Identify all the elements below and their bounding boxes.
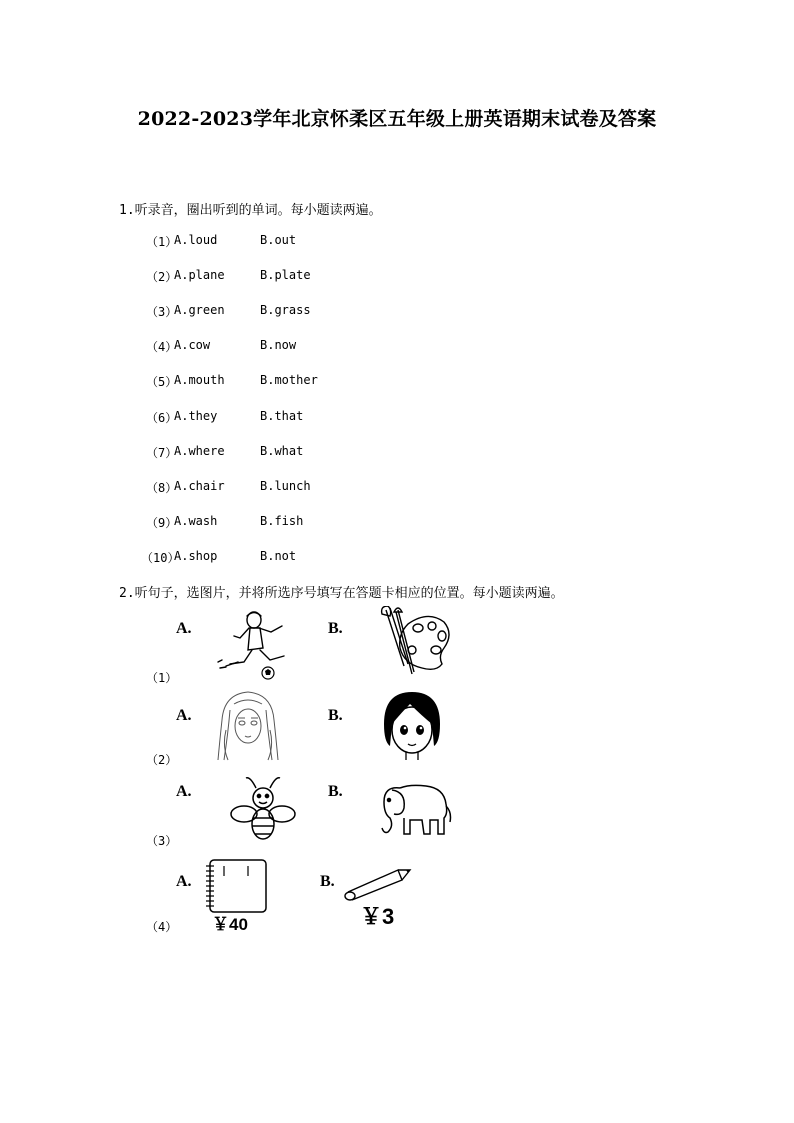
short-haired-girl-icon[interactable] (380, 690, 444, 762)
q1-item-number: （8） (146, 481, 178, 495)
q2-instruction: 2.听句子，选图片，并将所选序号填写在答题卡相应的位置。每小题读两遍。 (119, 586, 564, 601)
bee-icon[interactable] (230, 774, 296, 844)
q2-label-b: B. (320, 873, 335, 890)
q1-item-number: （9） (146, 516, 178, 530)
paintbrush-palette-icon[interactable] (378, 606, 454, 678)
q1-option-b[interactable]: B.mother (260, 373, 318, 387)
q2-item-number: （4） (146, 920, 178, 934)
q1-option-b[interactable]: B.fish (260, 514, 304, 528)
q1-option-b[interactable]: B.plate (260, 268, 311, 282)
q1-option-a[interactable]: A.mouth (174, 373, 225, 387)
q1-option-b[interactable]: B.out (260, 233, 297, 247)
q1-option-a[interactable]: A.wash (174, 514, 218, 528)
q2-label-b: B. (328, 783, 343, 800)
q2-label-b: B. (328, 620, 343, 637)
notebook-price: ￥40 (212, 915, 248, 934)
q1-option-b[interactable]: B.grass (260, 303, 311, 317)
q1-item-number: （7） (146, 446, 178, 460)
q1-option-a[interactable]: A.loud (174, 233, 218, 247)
q2-label-a: A. (176, 783, 192, 800)
page-title: 2022-2023学年北京怀柔区五年级上册英语期末试卷及答案 (137, 108, 657, 130)
q1-option-b[interactable]: B.what (260, 444, 304, 458)
q1-item-number: （4） (146, 340, 178, 354)
q1-item-number: （5） (146, 375, 178, 389)
q2-item-number: （2） (146, 753, 178, 767)
q1-item-number: （3） (146, 305, 178, 319)
q1-item-number: （10） (141, 551, 180, 565)
q2-label-a: A. (176, 620, 192, 637)
pencil-price: ￥3 (360, 904, 395, 929)
q1-item-number: （2） (146, 270, 178, 284)
q1-item-number: （1） (146, 235, 178, 249)
q1-option-b[interactable]: B.that (260, 409, 304, 423)
elephant-icon[interactable] (378, 778, 452, 838)
long-haired-girl-icon[interactable] (216, 690, 280, 762)
q1-option-a[interactable]: A.they (174, 409, 218, 423)
q1-option-b[interactable]: B.now (260, 338, 297, 352)
q2-label-b[interactable]: B. (328, 707, 343, 724)
q1-option-a[interactable]: A.green (174, 303, 225, 317)
notebook-icon[interactable] (204, 858, 268, 914)
pencil-icon[interactable] (342, 866, 412, 902)
q1-option-a[interactable]: A.chair (174, 479, 225, 493)
q1-item-number: （6） (146, 411, 178, 425)
q1-option-a[interactable]: A.cow (174, 338, 211, 352)
q1-instruction: 1.听录音，圈出听到的单词。每小题读两遍。 (119, 203, 382, 218)
q1-option-b[interactable]: B.lunch (260, 479, 311, 493)
q2-item-number: （1） (146, 671, 178, 685)
q1-option-a[interactable]: A.where (174, 444, 225, 458)
q2-item-number: （3） (146, 834, 178, 848)
q1-option-a[interactable]: A.plane (174, 268, 225, 282)
boy-kicking-football-icon[interactable] (216, 610, 296, 680)
q2-label-a: A. (176, 707, 192, 724)
q1-option-a[interactable]: A.shop (174, 549, 218, 563)
q2-label-a: A. (176, 873, 192, 890)
q1-option-b[interactable]: B.not (260, 549, 297, 563)
